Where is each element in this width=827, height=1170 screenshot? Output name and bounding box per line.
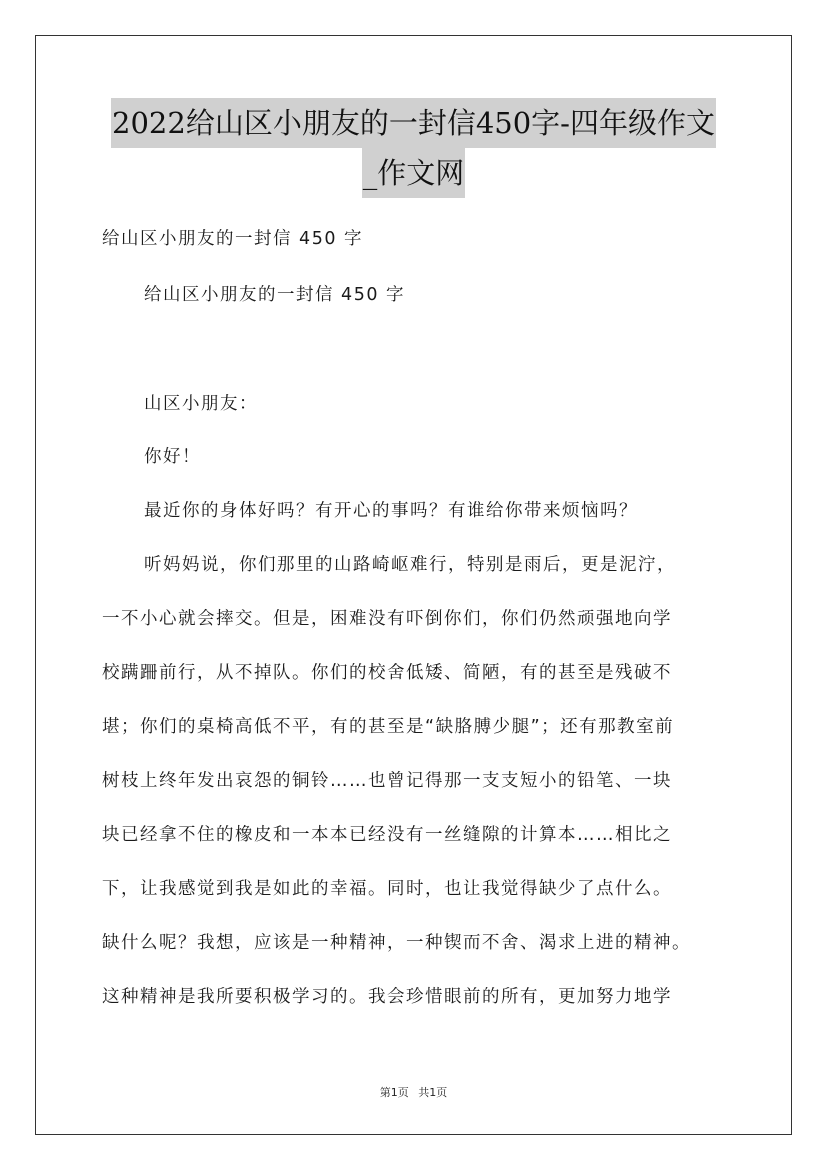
title-line-2: _作文网: [362, 148, 466, 198]
page-footer: [0, 1084, 827, 1100]
paragraph-2-line: 校蹒跚前行，从不掉队。你们的校舍低矮、简陋，有的甚至是残破不: [102, 663, 672, 683]
page-count: 共1页: [418, 1086, 448, 1099]
paragraph-2-line: 这种精神是我所要积极学习的。我会珍惜眼前的所有，更加努力地学: [102, 987, 672, 1007]
page-border: [35, 35, 792, 1135]
paragraph-2-line: 堪；你们的桌椅高低不平，有的甚至是“缺胳膊少腿”；还有那教室前: [102, 717, 675, 737]
paragraph-2-line: 缺什么呢？我想，应该是一种精神，一种锲而不舍、渴求上进的精神。: [102, 933, 691, 953]
title-line-1: 2022给山区小朋友的一封信450字-四年级作文: [111, 98, 716, 148]
paragraph-2-line: 下，让我感觉到我是如此的幸福。同时，也让我觉得缺少了点什么。: [102, 879, 672, 899]
salutation: 山区小朋友：: [144, 394, 258, 414]
subtitle: 给山区小朋友的一封信 450 字: [102, 229, 364, 249]
document-title: [100, 98, 727, 198]
paragraph-2-line: 块已经拿不住的橡皮和一本本已经没有一丝缝隙的计算本……相比之: [102, 825, 672, 845]
page-number: 第1页: [379, 1086, 409, 1099]
paragraph-2-line: 树枝上终年发出哀怨的铜铃……也曾记得那一支支短小的铅笔、一块: [102, 771, 672, 791]
greeting: 你好！: [144, 447, 201, 467]
paragraph-1: 最近你的身体好吗？有开心的事吗？有谁给你带来烦恼吗？: [144, 501, 638, 521]
heading-indented: 给山区小朋友的一封信 450 字: [144, 285, 406, 305]
paragraph-2-line: 一不小心就会摔交。但是，困难没有吓倒你们，你们仍然顽强地向学: [102, 609, 672, 629]
paragraph-2-line: 听妈妈说，你们那里的山路崎岖难行，特别是雨后，更是泥泞，: [144, 555, 676, 575]
